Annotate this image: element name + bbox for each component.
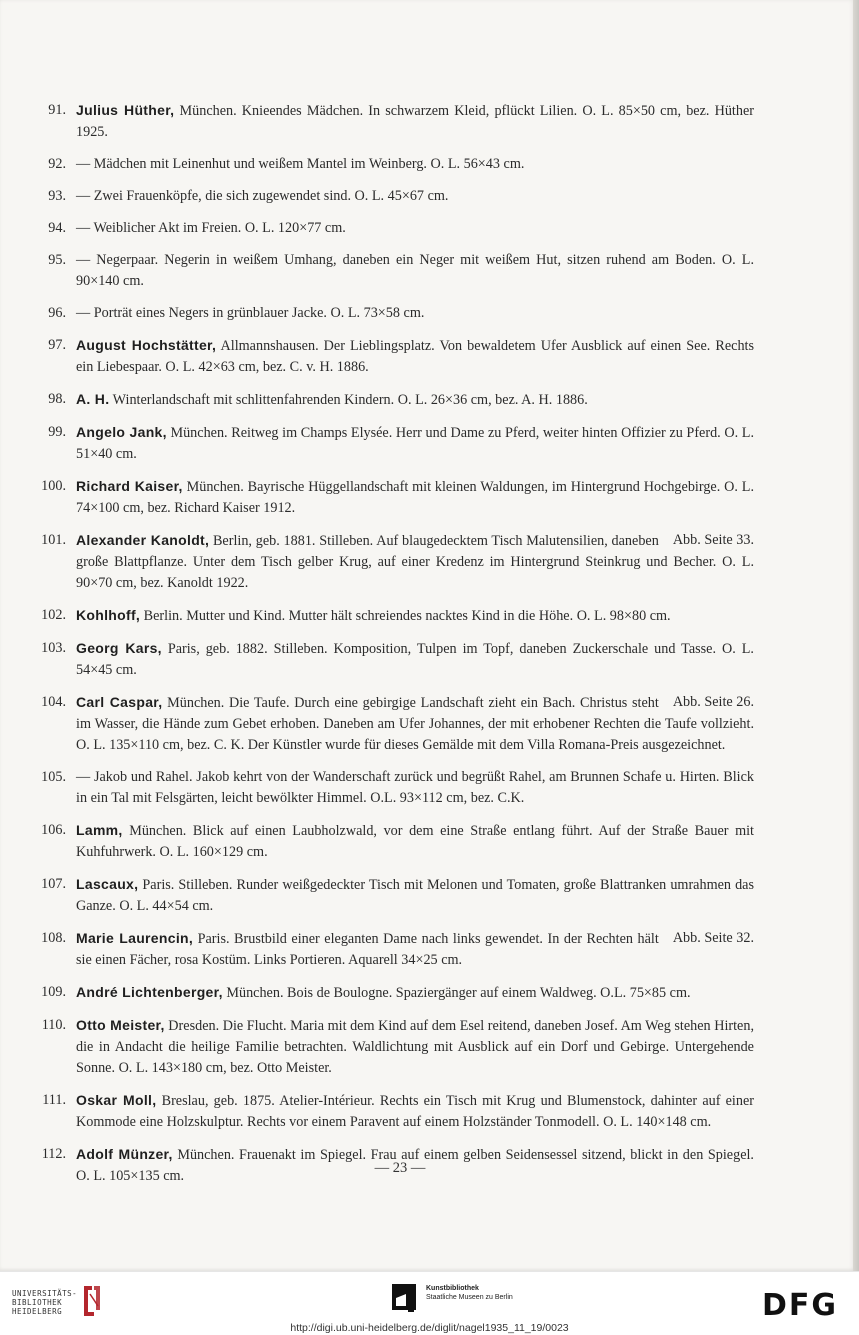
- catalogue-entry: [26, 389, 754, 411]
- artist-name: André Lichtenberger,: [76, 984, 223, 1000]
- artwork-description: Paris. Stilleben. Runder weißgedeckter Tisch mit Melonen und Tomaten, große Blattranken umrahmen das Ganze. O. L. 44×54 cm.: [76, 877, 754, 914]
- kb-label-line1: Kunstbibliothek: [426, 1285, 479, 1292]
- catalogue-entry: [26, 1015, 754, 1079]
- artwork-description: Winterlandschaft mit schlittenfahrenden Kindern. O. L. 26×36 cm, bez. A. H. 1886.: [109, 392, 588, 408]
- entry-text: [76, 422, 754, 465]
- entry-text: [76, 530, 754, 594]
- entry-number: 97.: [48, 337, 66, 353]
- artwork-description: München. Blick auf einen Laubholzwald, vor dem eine Straße entlang führt. Auf der Straße Bauer mit Kuhfuhrwerk. O. L. 160×129 cm.: [76, 823, 754, 860]
- entry-number: 103.: [41, 640, 66, 656]
- entry-text: [76, 476, 754, 519]
- artwork-description: München. Bois de Boulogne. Spaziergänger auf einem Waldweg. O.L. 75×85 cm.: [222, 985, 691, 1001]
- entry-text: [76, 154, 754, 175]
- artist-name: Marie Laurencin,: [76, 930, 194, 946]
- entry-number: 105.: [41, 769, 66, 785]
- entry-text: [76, 605, 754, 627]
- entry-number: 108.: [41, 930, 66, 946]
- entry-number: 111.: [42, 1092, 66, 1108]
- artist-name: Carl Caspar,: [76, 694, 163, 710]
- entry-number: 92.: [48, 156, 66, 172]
- artist-name: August Hochstätter,: [76, 337, 217, 353]
- catalogue-entry: [26, 530, 754, 594]
- artist-name: Alexander Kanoldt,: [76, 532, 210, 548]
- artwork-description: Berlin, geb. 1881. Stilleben. Auf blaugedecktem Tisch Malutensilien, daneben große Blattpflanze. Unter dem Tisch gelber Krug, auf einer Kredenz im Hintergrund Steinkrug und Becher. O. L. 90×70 cm, bez. Kanoldt 1922.: [76, 533, 754, 591]
- illustration-reference: Abb. Seite 26.: [672, 694, 754, 710]
- catalogue-entry: [26, 692, 754, 756]
- catalogue-entry: [26, 982, 754, 1004]
- catalogue-entry: [26, 250, 754, 292]
- artwork-description: — Weiblicher Akt im Freien. O. L. 120×77 cm.: [76, 220, 346, 236]
- artwork-description: Berlin. Mutter und Kind. Mutter hält schreiendes nacktes Kind in die Höhe. O. L. 98×80 cm.: [140, 608, 671, 624]
- entry-number: 109.: [41, 984, 66, 1000]
- artwork-description: Allmannshausen. Der Lieblingsplatz. Von bewaldetem Ufer Ausblick auf einen See. Rechts ein Liebespaar. O. L. 42×63 cm, bez. C. v. H. 1886.: [76, 338, 754, 375]
- artwork-description: — Jakob und Rahel. Jakob kehrt von der Wanderschaft zurück und begrüßt Rahel, am Brunnen Schafe u. Hirten. Blick in ein Tal mit Felsgärten, leicht bewölkter Himmel. O.L. 93×112 cm, bez. C.K.: [76, 769, 754, 806]
- artist-name: Lascaux,: [76, 876, 139, 892]
- catalogue-entry: [26, 874, 754, 917]
- catalogue-entry: [26, 820, 754, 863]
- artist-name: Adolf Münzer,: [76, 1146, 173, 1162]
- uni-label-line2: BIBLIOTHEK: [12, 1298, 63, 1307]
- university-library-logo-icon: [80, 1284, 102, 1318]
- entry-text: [76, 874, 754, 917]
- kb-label-line2: Staatliche Museen zu Berlin: [426, 1294, 513, 1301]
- entry-number: 106.: [41, 822, 66, 838]
- catalogue-entry: [26, 638, 754, 681]
- entry-text: [76, 1090, 754, 1133]
- entry-text: [76, 928, 754, 971]
- source-url: http://digi.ub.uni-heidelberg.de/diglit/nagel1935_11_19/0023: [290, 1322, 569, 1334]
- catalogue-entry: [26, 335, 754, 378]
- artwork-description: München. Knieendes Mädchen. In schwarzem Kleid, pflückt Lilien. O. L. 85×50 cm, bez. Hüther 1925.: [76, 103, 754, 140]
- page-edge: [853, 0, 859, 1271]
- artist-name: Julius Hüther,: [76, 102, 175, 118]
- entry-text: [76, 250, 754, 292]
- entry-text: [76, 692, 754, 756]
- entry-text: [76, 767, 754, 809]
- entry-number: 94.: [48, 220, 66, 236]
- entry-text: [76, 100, 754, 143]
- entry-number: 104.: [41, 694, 66, 710]
- artwork-description: Paris. Brustbild einer eleganten Dame nach links gewendet. In der Rechten hält sie einen Fächer, rosa Kostüm. Links Portieren. Aquarell 34×25 cm.: [76, 931, 659, 968]
- catalogue-entry: [26, 186, 754, 207]
- catalogue-entry: [26, 100, 754, 143]
- catalogue-entry: [26, 928, 754, 971]
- illustration-reference: Abb. Seite 32.: [672, 930, 754, 946]
- artist-name: Oskar Moll,: [76, 1092, 157, 1108]
- catalogue-entry: [26, 1090, 754, 1133]
- artist-name: A. H.: [76, 391, 110, 407]
- entry-number: 100.: [41, 478, 66, 494]
- artwork-description: München. Reitweg im Champs Elysée. Herr und Dame zu Pferd, weiter hinten Offizier zu Pferd. O. L. 51×40 cm.: [76, 425, 754, 462]
- university-library-label: [12, 1289, 77, 1316]
- illustration-reference: Abb. Seite 33.: [672, 532, 754, 548]
- artist-name: Kohlhoff,: [76, 607, 141, 623]
- uni-label-line1: UNIVERSITÄTS-: [12, 1289, 78, 1298]
- entry-number: 99.: [48, 424, 66, 440]
- footer-bar: [0, 1271, 859, 1335]
- entry-text: [76, 335, 754, 378]
- artwork-description: München. Frauenakt im Spiegel. Frau auf einem gelben Seidensessel sitzend, blickt in den Spiegel. O. L. 105×135 cm.: [76, 1147, 754, 1184]
- kunstbibliothek-logo-icon: [392, 1284, 420, 1318]
- catalogue-entry: [26, 422, 754, 465]
- catalogue-entry: [26, 154, 754, 175]
- artwork-description: Paris, geb. 1882. Stilleben. Komposition, Tulpen im Topf, daneben Zuckerschale und Tasse. O. L. 54×45 cm.: [76, 641, 754, 678]
- artwork-description: — Porträt eines Negers in grünblauer Jacke. O. L. 73×58 cm.: [76, 305, 425, 321]
- artwork-description: Breslau, geb. 1875. Atelier-Intérieur. Rechts ein Tisch mit Krug und Blumenstock, dahinter auf einer Kommode eine Holzskulptur. Rechts vor einem Paravent auf einem Holzständer Tonmodell. O. L. 140×148 cm.: [76, 1093, 754, 1130]
- dfg-logo: [762, 1288, 846, 1318]
- entry-number: 91.: [48, 102, 66, 118]
- entry-text: [76, 218, 754, 239]
- entry-text: [76, 638, 754, 681]
- catalogue-entry: [26, 605, 754, 627]
- entry-number: 93.: [48, 188, 66, 204]
- kunstbibliothek-label: [426, 1284, 513, 1302]
- catalogue-entry: [26, 303, 754, 324]
- artwork-description: Dresden. Die Flucht. Maria mit dem Kind auf dem Esel reitend, daneben Josef. Am Weg stehen Hirten, die in Andacht die heilige Familie betrachten. Waldlichtung mit Ausblick auf ein Dorf und Gebirge. Untergehende Sonne. O. L. 143×180 cm, bez. Otto Meister.: [76, 1018, 754, 1076]
- entry-text: [76, 389, 754, 411]
- catalogue-entry: [26, 476, 754, 519]
- artist-name: Angelo Jank,: [76, 424, 167, 440]
- artist-name: Lamm,: [76, 822, 123, 838]
- uni-label-line3: HEIDELBERG: [12, 1307, 63, 1316]
- entry-text: [76, 982, 754, 1004]
- catalogue-entries: [26, 100, 754, 1198]
- catalogue-entry: [26, 218, 754, 239]
- artist-name: Georg Kars,: [76, 640, 162, 656]
- entry-number: 107.: [41, 876, 66, 892]
- artwork-description: München. Bayrische Hüggellandschaft mit kleinen Waldungen, im Hintergrund Hochgebirge. O. L. 74×100 cm, bez. Richard Kaiser 1912.: [76, 479, 754, 516]
- entry-number: 101.: [41, 532, 66, 548]
- catalogue-entry: [26, 767, 754, 809]
- entry-number: 95.: [48, 252, 66, 268]
- entry-text: [76, 1015, 754, 1079]
- entry-text: [76, 820, 754, 863]
- entry-number: 98.: [48, 391, 66, 407]
- artwork-description: München. Die Taufe. Durch eine gebirgige Landschaft zieht ein Bach. Christus steht im Wasser, die Hände zum Gebet erhoben. Daneben am Ufer Johannes, der mit erhobener Rechten die Taufe vollzieht. O. L. 135×110 cm, bez. C. K. Der Künstler wurde für dieses Gemälde mit dem Villa Romana-Preis ausgezeichnet.: [76, 695, 754, 753]
- entry-number: 102.: [41, 607, 66, 623]
- page-number: — 23 —: [374, 1160, 426, 1176]
- artwork-description: — Zwei Frauenköpfe, die sich zugewendet sind. O. L. 45×67 cm.: [76, 188, 449, 204]
- entry-number: 110.: [41, 1017, 66, 1033]
- artist-name: Otto Meister,: [76, 1017, 165, 1033]
- entry-text: [76, 303, 754, 324]
- entry-text: [76, 186, 754, 207]
- dfg-logo-text: DFG: [762, 1288, 839, 1318]
- artwork-description: — Mädchen mit Leinenhut und weißem Mantel im Weinberg. O. L. 56×43 cm.: [76, 156, 525, 172]
- artist-name: Richard Kaiser,: [76, 478, 183, 494]
- artwork-description: — Negerpaar. Negerin in weißem Umhang, daneben ein Neger mit weißem Hut, sitzen ruhend am Boden. O. L. 90×140 cm.: [76, 252, 754, 289]
- entry-number: 96.: [48, 305, 66, 321]
- entry-number: 112.: [41, 1146, 66, 1162]
